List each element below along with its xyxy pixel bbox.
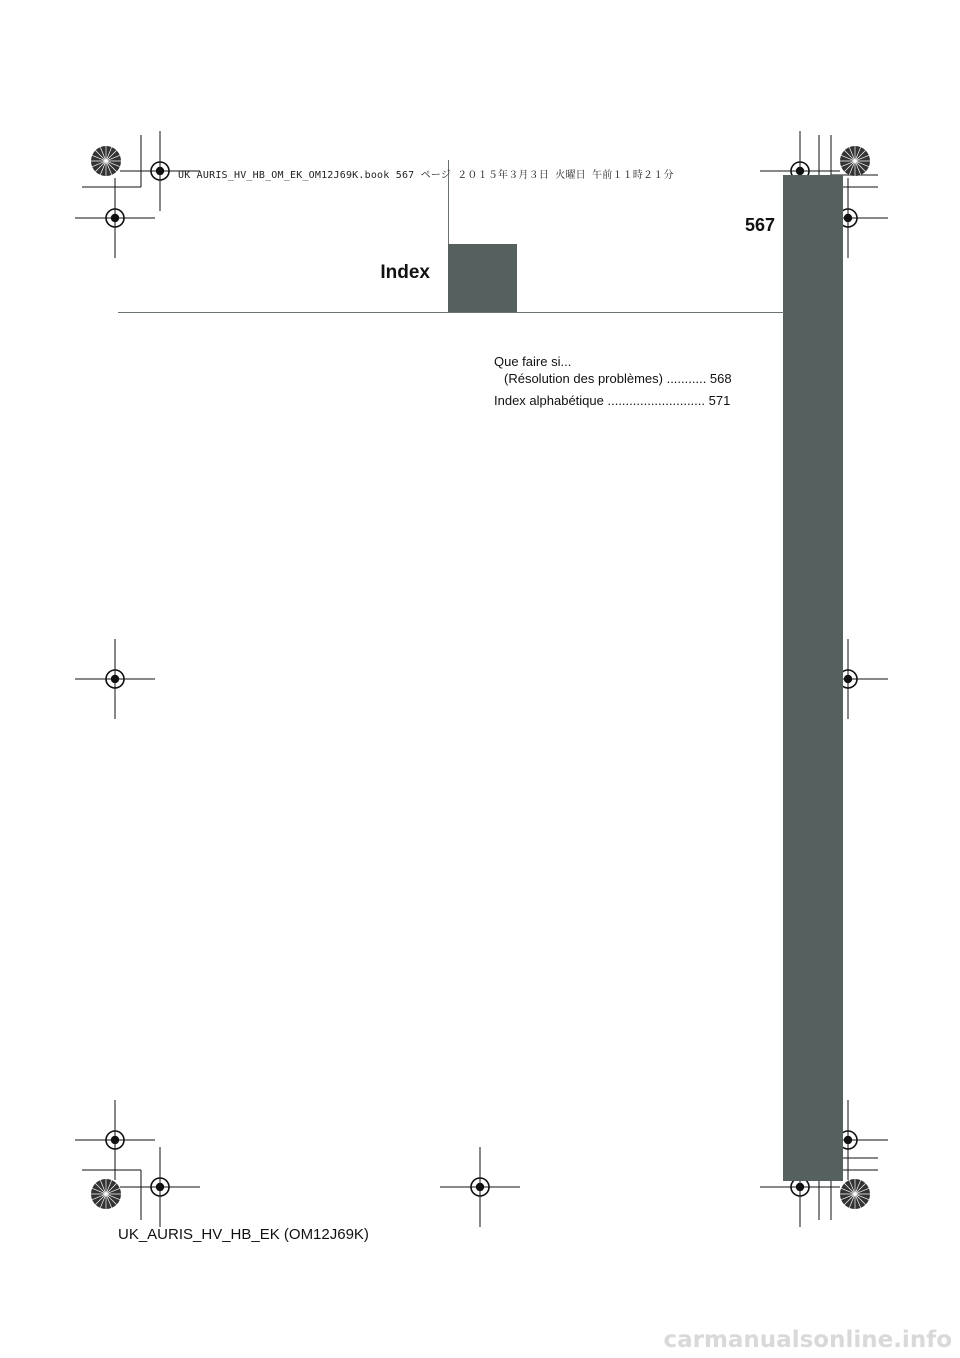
- starburst-mark-bottom-right: [840, 1179, 870, 1209]
- page-number: 567: [744, 215, 775, 235]
- crosshair-mark: [440, 1147, 520, 1227]
- toc-entry-title: Que faire si...: [494, 354, 572, 369]
- page-title: Index: [380, 262, 430, 283]
- crosshair-mark: [120, 1147, 200, 1227]
- crosshair-mark: [75, 639, 155, 719]
- print-file-info: UK AURIS_HV_HB_OM_EK_OM12J69K.book 567 ページ ２０１５年３月３日 火曜日 午前１１時２１分: [178, 170, 674, 181]
- table-of-contents: [494, 353, 740, 414]
- crosshair-mark: [75, 178, 155, 258]
- starburst-mark-top-right: [840, 146, 870, 176]
- toc-entry-title-page: Index alphabétique ........................... 571: [494, 393, 731, 408]
- crosshair-mark: [75, 1100, 155, 1180]
- chapter-side-tab: [783, 175, 843, 1181]
- toc-entry-troubleshooting[interactable]: [494, 353, 740, 387]
- footer-model-code: UK_AURIS_HV_HB_EK (OM12J69K): [118, 1226, 369, 1243]
- header-rule: [118, 312, 784, 313]
- toc-entry-subtitle-page: (Résolution des problèmes) ........... 568: [504, 371, 732, 386]
- starburst-mark-bottom-left: [91, 1179, 121, 1209]
- watermark: carmanualsonline.info: [663, 1327, 952, 1353]
- toc-entry-alphabetical-index[interactable]: [494, 392, 740, 409]
- starburst-mark-top-left: [91, 146, 121, 176]
- header-color-block: [448, 244, 517, 313]
